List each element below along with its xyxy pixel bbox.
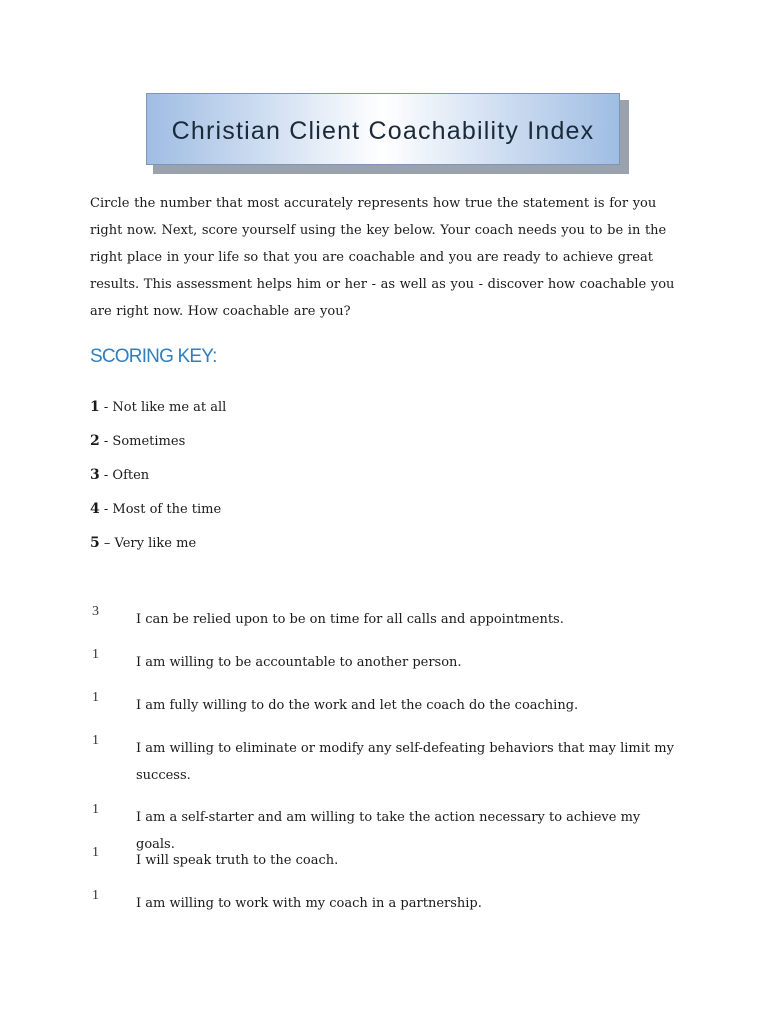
key-separator: - — [99, 434, 113, 449]
key-label: Most of the time — [112, 502, 222, 517]
key-label: Sometimes — [112, 434, 186, 449]
statement-text: I am willing to work with my coach in a partnership. — [136, 896, 482, 911]
scoring-key-item-3 — [90, 464, 226, 498]
key-separator: - — [99, 400, 113, 415]
statement-score[interactable]: 1 — [92, 690, 99, 705]
statement-text: I am willing to be accountable to another person. — [136, 655, 462, 670]
title-box — [146, 93, 620, 165]
statement-text: I am a self-starter and am willing to take the action necessary to achieve my goals. — [136, 810, 641, 852]
key-number: 2 — [90, 433, 100, 449]
intro-paragraph: Circle the number that most accurately represents how true the statement is for you right now. Next, score yourself using the key below. Your coach needs you to be in the right place in your life so that you are coachable and you are ready to achieve great results. This assessment helps him or her - as well as you - discover how coachable you are right now. How coachable are you? — [90, 196, 675, 319]
statement-score[interactable]: 1 — [92, 888, 99, 903]
scoring-key-list — [90, 396, 226, 566]
key-separator: - — [99, 468, 113, 483]
key-label: Often — [112, 468, 150, 483]
key-separator: - — [99, 502, 113, 517]
key-separator: – — [99, 536, 115, 551]
key-number: 3 — [90, 467, 100, 483]
scoring-key-item-1 — [90, 396, 226, 430]
statement-score[interactable]: 3 — [92, 604, 99, 619]
key-number: 4 — [90, 501, 100, 517]
statement-score[interactable]: 1 — [92, 802, 99, 817]
scoring-key-heading: SCORING KEY: — [90, 346, 217, 367]
scoring-key-item-2 — [90, 430, 226, 464]
key-number: 1 — [90, 399, 100, 415]
statement-text: I will speak truth to the coach. — [136, 853, 339, 868]
scoring-key-item-4 — [90, 498, 226, 532]
statement-score[interactable]: 1 — [92, 845, 99, 860]
statement-text: I am willing to eliminate or modify any self-defeating behaviors that may limit my success. — [136, 741, 674, 783]
statement-text: I am fully willing to do the work and let the coach do the coaching. — [136, 698, 579, 713]
statement-text: I can be relied upon to be on time for all calls and appointments. — [136, 612, 564, 627]
key-label: Very like me — [114, 536, 197, 551]
scoring-key-item-5 — [90, 532, 226, 566]
key-number: 5 — [90, 535, 100, 551]
key-label: Not like me at all — [112, 400, 227, 415]
statement-score[interactable]: 1 — [92, 647, 99, 662]
page-title: Christian Client Coachability Index — [171, 116, 595, 145]
statement-score[interactable]: 1 — [92, 733, 99, 748]
